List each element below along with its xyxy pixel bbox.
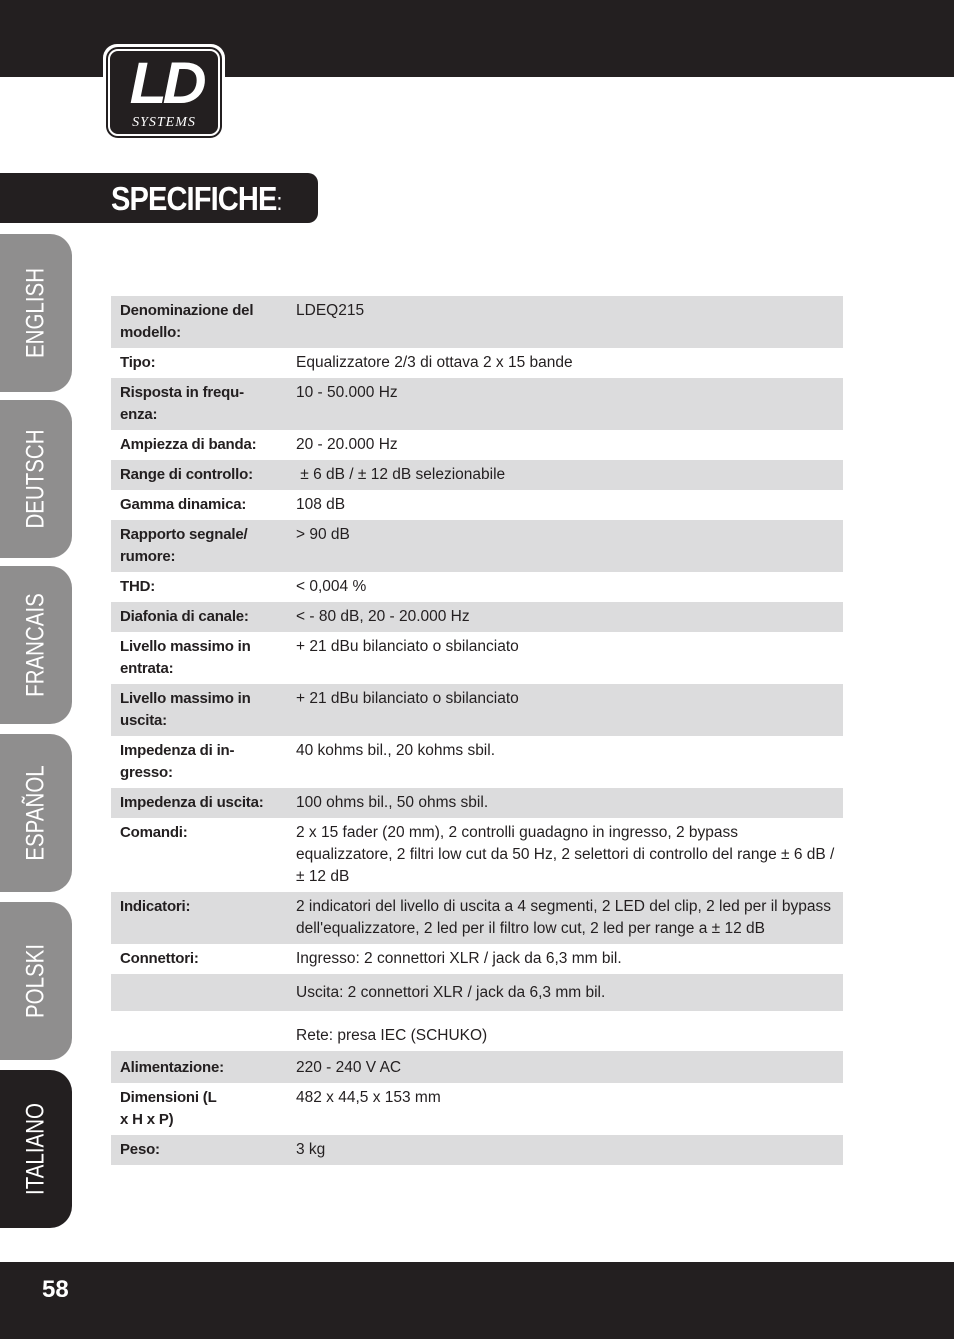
language-tab-label-text: POLSKI: [21, 943, 50, 1019]
spec-value: + 21 dBu bilanciato o sbilanciato: [296, 638, 519, 655]
table-row: [111, 378, 843, 430]
spec-label: Livello massimo in uscita:: [111, 684, 287, 736]
spec-label: Range di controllo:: [111, 460, 287, 490]
language-tab-label: [22, 936, 51, 1026]
spec-value: LDEQ215: [287, 296, 843, 348]
spec-value: 482 x 44,5 x 153 mm: [296, 1089, 441, 1106]
table-row: [111, 296, 843, 348]
table-row: [111, 1083, 843, 1135]
logo-badge: [108, 49, 220, 136]
spec-label: [111, 974, 287, 1011]
table-row: [111, 572, 843, 602]
spec-label: Livello massimo in entrata:: [120, 638, 251, 677]
spec-value: + 21 dBu bilanciato o sbilanciato: [287, 684, 843, 736]
spec-label: [111, 1011, 287, 1051]
spec-label: Connettori:: [120, 950, 199, 967]
table-row: [111, 736, 843, 788]
table-row: [111, 1011, 843, 1051]
spec-label: Impedenza di uscita:: [111, 788, 287, 818]
language-tab-label-text: ENGLISH: [21, 267, 50, 359]
language-tab-francais[interactable]: [0, 566, 72, 724]
language-tab-polski[interactable]: [0, 902, 72, 1060]
spec-value: < 0,004 %: [296, 578, 367, 595]
spec-value: 2 indicatori del livello di uscita a 4 segmenti, 2 LED del clip, 2 led per il bypass dell'equalizzatore, 2 led per il filtro low cut, 2 led per range a ± 12 dB: [287, 892, 843, 944]
spec-label: Dimensioni (L x H x P): [120, 1089, 217, 1128]
table-row: [111, 818, 843, 892]
spec-value: 2 x 15 fader (20 mm), 2 controlli guadagno in ingresso, 2 bypass equalizzatore, 2 filtri low cut da 50 Hz, 2 selettori di controllo del range ± 6 dB / ± 12 dB: [296, 824, 835, 885]
language-tab-label: [22, 1093, 51, 1205]
spec-value: 10 - 50.000 Hz: [287, 378, 843, 430]
spec-label: Alimentazione:: [111, 1051, 287, 1083]
logo-sub-text: SYSTEMS: [132, 115, 196, 130]
page-title-colon: :: [276, 189, 283, 216]
table-row: [111, 520, 843, 572]
spec-value: 3 kg: [287, 1135, 843, 1165]
spec-value: > 90 dB: [287, 520, 843, 572]
spec-value: 40 kohms bil., 20 kohms sbil.: [296, 742, 496, 759]
spec-value: 220 - 240 V AC: [287, 1051, 843, 1083]
spec-value: < - 80 dB, 20 - 20.000 Hz: [287, 602, 843, 632]
table-row: [111, 1135, 843, 1165]
language-tab-label: [22, 582, 51, 708]
table-row: [111, 602, 843, 632]
spec-value: 20 - 20.000 Hz: [296, 436, 398, 453]
spec-label: Risposta in frequ-enza:: [111, 378, 287, 430]
spec-label: Indicatori:: [111, 892, 287, 944]
language-tab-label: [22, 419, 51, 540]
table-row: [111, 632, 843, 684]
ld-systems-logo: [103, 44, 225, 141]
table-row: [111, 892, 843, 944]
spec-label: Tipo:: [120, 354, 156, 371]
language-tab-italiano[interactable]: [0, 1070, 72, 1228]
language-tab-espanol[interactable]: [0, 734, 72, 892]
language-tab-english[interactable]: [0, 234, 72, 392]
logo-main-text: LD: [129, 51, 203, 116]
table-row: [111, 788, 843, 818]
table-row: [111, 1051, 843, 1083]
spec-label: THD:: [120, 578, 156, 595]
language-tab-label-text: ESPAÑOL: [21, 765, 50, 861]
spec-value: 108 dB: [296, 496, 346, 513]
table-row: [111, 490, 843, 520]
spec-value: Uscita: 2 connettori XLR / jack da 6,3 mm bil.: [287, 974, 843, 1011]
language-tab-deutsch[interactable]: [0, 400, 72, 558]
spec-label: Denominazione del modello:: [111, 296, 287, 348]
table-row: [111, 348, 843, 378]
table-row: [111, 974, 843, 1011]
bottom-bar: [0, 1262, 954, 1339]
spec-label: Impedenza di in-gresso:: [120, 742, 235, 781]
spec-label: Comandi:: [120, 824, 188, 841]
spec-label: Rapporto segnale/ rumore:: [111, 520, 287, 572]
spec-value: Ingresso: 2 connettori XLR / jack da 6,3 mm bil.: [296, 950, 622, 967]
language-tab-label-text: ITALIANO: [21, 1103, 50, 1195]
language-tab-label-text: DEUTSCH: [21, 429, 50, 529]
spec-value: Rete: presa IEC (SCHUKO): [296, 1027, 488, 1044]
table-row: [111, 944, 843, 974]
spec-label: Gamma dinamica:: [120, 496, 247, 513]
spec-label: Ampiezza di banda:: [120, 436, 257, 453]
page-number: 58: [42, 1276, 69, 1303]
spec-value: ± 6 dB / ± 12 dB selezionabile: [287, 460, 843, 490]
specifications-table: [111, 296, 843, 1165]
spec-label: Peso:: [111, 1135, 287, 1165]
page-title-text: SPECIFICHE: [111, 180, 277, 217]
table-row: [111, 684, 843, 736]
spec-value: Equalizzatore 2/3 di ottava 2 x 15 bande: [296, 354, 573, 371]
table-row: [111, 430, 843, 460]
table-row: [111, 460, 843, 490]
page-title: [111, 180, 282, 220]
spec-value: 100 ohms bil., 50 ohms sbil.: [287, 788, 843, 818]
language-tab-label: [22, 258, 51, 368]
language-tab-label: [22, 755, 51, 871]
spec-label: Diafonia di canale:: [111, 602, 287, 632]
language-tab-label-text: FRANCAIS: [21, 593, 50, 697]
